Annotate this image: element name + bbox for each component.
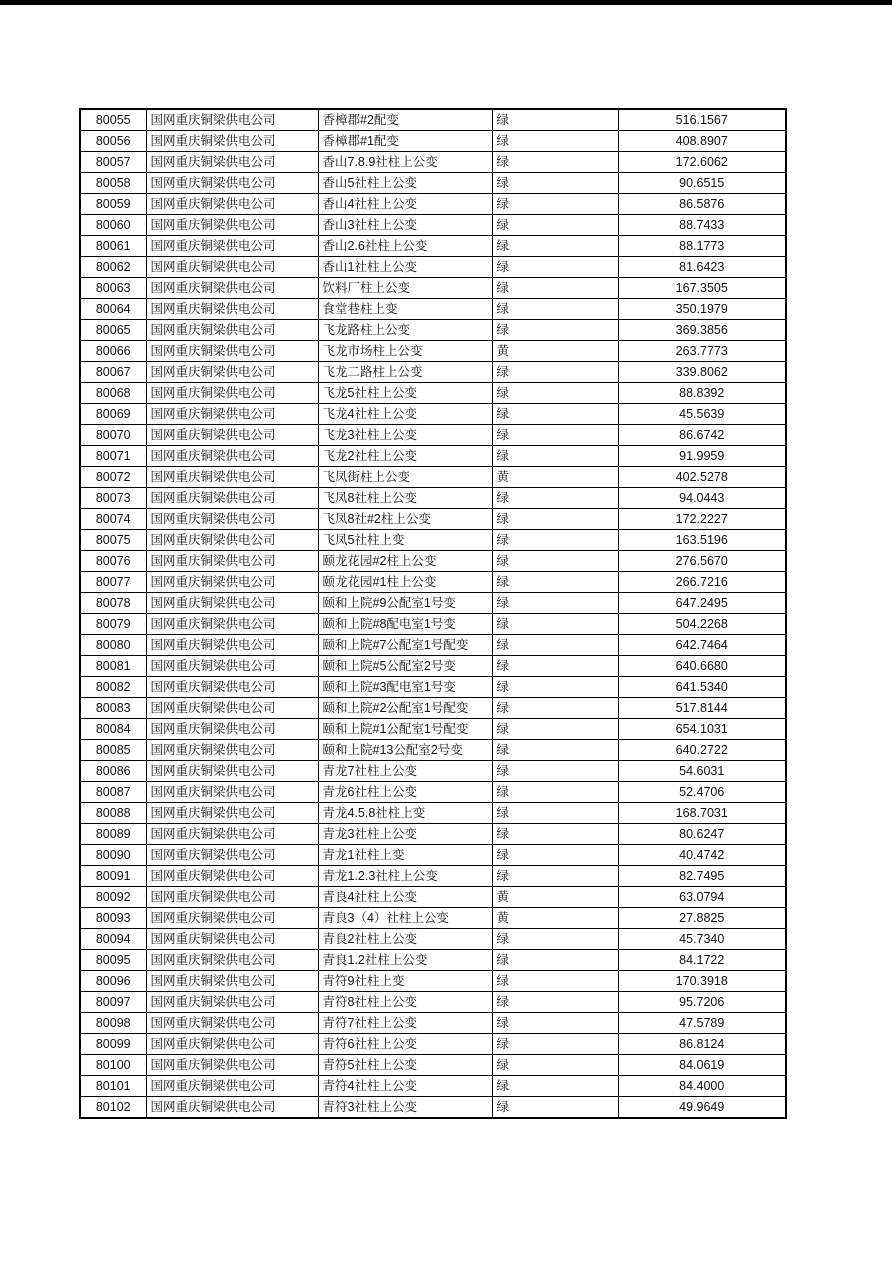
cell-status: 绿: [492, 719, 618, 740]
cell-name: 香山4社柱上公变: [318, 194, 492, 215]
cell-value: 516.1567: [618, 109, 786, 131]
table-row: [80, 908, 786, 929]
cell-name: 香樟郡#1配变: [318, 131, 492, 152]
cell-status: 绿: [492, 740, 618, 761]
cell-value: 350.1979: [618, 299, 786, 320]
page-top-border-bar: [0, 0, 892, 5]
cell-id: 80060: [80, 215, 146, 236]
cell-status: 绿: [492, 299, 618, 320]
cell-company: 国网重庆铜梁供电公司: [146, 362, 318, 383]
cell-company: 国网重庆铜梁供电公司: [146, 971, 318, 992]
cell-name: 青龙3社柱上公变: [318, 824, 492, 845]
cell-value: 642.7464: [618, 635, 786, 656]
cell-company: 国网重庆铜梁供电公司: [146, 656, 318, 677]
cell-status: 绿: [492, 656, 618, 677]
cell-status: 绿: [492, 131, 618, 152]
cell-name: 青良1.2社柱上公变: [318, 950, 492, 971]
cell-company: 国网重庆铜梁供电公司: [146, 425, 318, 446]
cell-id: 80055: [80, 109, 146, 131]
cell-id: 80056: [80, 131, 146, 152]
cell-value: 84.0619: [618, 1055, 786, 1076]
cell-company: 国网重庆铜梁供电公司: [146, 152, 318, 173]
cell-name: 青良4社柱上公变: [318, 887, 492, 908]
table-row: [80, 950, 786, 971]
cell-company: 国网重庆铜梁供电公司: [146, 908, 318, 929]
cell-status: 绿: [492, 1097, 618, 1119]
table-row: [80, 425, 786, 446]
table-row: [80, 131, 786, 152]
cell-status: 绿: [492, 1055, 618, 1076]
table-body: [80, 109, 786, 1118]
transformer-data-table: [79, 108, 787, 1119]
table-row: [80, 1055, 786, 1076]
cell-value: 63.0794: [618, 887, 786, 908]
cell-id: 80079: [80, 614, 146, 635]
cell-company: 国网重庆铜梁供电公司: [146, 635, 318, 656]
cell-value: 647.2495: [618, 593, 786, 614]
cell-status: 绿: [492, 845, 618, 866]
cell-id: 80057: [80, 152, 146, 173]
cell-status: 绿: [492, 866, 618, 887]
cell-company: 国网重庆铜梁供电公司: [146, 173, 318, 194]
cell-id: 80091: [80, 866, 146, 887]
cell-value: 369.3856: [618, 320, 786, 341]
cell-company: 国网重庆铜梁供电公司: [146, 866, 318, 887]
cell-id: 80071: [80, 446, 146, 467]
cell-name: 青良2社柱上公变: [318, 929, 492, 950]
cell-status: 绿: [492, 509, 618, 530]
cell-status: 绿: [492, 320, 618, 341]
cell-id: 80085: [80, 740, 146, 761]
cell-name: 香山1社柱上公变: [318, 257, 492, 278]
cell-id: 80086: [80, 761, 146, 782]
cell-status: 绿: [492, 593, 618, 614]
cell-company: 国网重庆铜梁供电公司: [146, 236, 318, 257]
cell-value: 88.1773: [618, 236, 786, 257]
cell-id: 80078: [80, 593, 146, 614]
cell-value: 40.4742: [618, 845, 786, 866]
table-row: [80, 1097, 786, 1119]
cell-company: 国网重庆铜梁供电公司: [146, 719, 318, 740]
cell-id: 80073: [80, 488, 146, 509]
cell-value: 654.1031: [618, 719, 786, 740]
cell-company: 国网重庆铜梁供电公司: [146, 467, 318, 488]
table-row: [80, 341, 786, 362]
cell-name: 颐龙花园#1柱上公变: [318, 572, 492, 593]
cell-id: 80090: [80, 845, 146, 866]
cell-company: 国网重庆铜梁供电公司: [146, 109, 318, 131]
cell-name: 飞龙2社柱上公变: [318, 446, 492, 467]
cell-company: 国网重庆铜梁供电公司: [146, 530, 318, 551]
table-row: [80, 551, 786, 572]
cell-company: 国网重庆铜梁供电公司: [146, 341, 318, 362]
cell-id: 80098: [80, 1013, 146, 1034]
cell-name: 飞凤8社柱上公变: [318, 488, 492, 509]
cell-value: 52.4706: [618, 782, 786, 803]
cell-name: 青符7社柱上公变: [318, 1013, 492, 1034]
cell-company: 国网重庆铜梁供电公司: [146, 257, 318, 278]
table-row: [80, 887, 786, 908]
cell-value: 81.6423: [618, 257, 786, 278]
cell-id: 80068: [80, 383, 146, 404]
table-row: [80, 803, 786, 824]
cell-company: 国网重庆铜梁供电公司: [146, 1034, 318, 1055]
table-row: [80, 109, 786, 131]
cell-name: 香山5社柱上公变: [318, 173, 492, 194]
cell-company: 国网重庆铜梁供电公司: [146, 614, 318, 635]
cell-company: 国网重庆铜梁供电公司: [146, 803, 318, 824]
cell-id: 80093: [80, 908, 146, 929]
cell-company: 国网重庆铜梁供电公司: [146, 1076, 318, 1097]
cell-value: 504.2268: [618, 614, 786, 635]
cell-id: 80101: [80, 1076, 146, 1097]
cell-company: 国网重庆铜梁供电公司: [146, 593, 318, 614]
table-row: [80, 698, 786, 719]
cell-name: 颐和上院#1公配室1号配变: [318, 719, 492, 740]
cell-name: 饮料厂柱上公变: [318, 278, 492, 299]
cell-value: 88.7433: [618, 215, 786, 236]
cell-company: 国网重庆铜梁供电公司: [146, 446, 318, 467]
cell-status: 绿: [492, 803, 618, 824]
cell-value: 82.7495: [618, 866, 786, 887]
table-row: [80, 719, 786, 740]
cell-company: 国网重庆铜梁供电公司: [146, 131, 318, 152]
cell-status: 绿: [492, 992, 618, 1013]
cell-status: 黄: [492, 887, 618, 908]
cell-status: 绿: [492, 677, 618, 698]
table-row: [80, 845, 786, 866]
table-row: [80, 1034, 786, 1055]
table-row: [80, 761, 786, 782]
table-row: [80, 236, 786, 257]
cell-status: 绿: [492, 824, 618, 845]
cell-id: 80089: [80, 824, 146, 845]
cell-name: 飞龙路柱上公变: [318, 320, 492, 341]
cell-value: 263.7773: [618, 341, 786, 362]
cell-name: 颐和上院#8配电室1号变: [318, 614, 492, 635]
cell-status: 绿: [492, 761, 618, 782]
cell-status: 绿: [492, 404, 618, 425]
cell-name: 青符3社柱上公变: [318, 1097, 492, 1119]
cell-name: 飞龙市场柱上公变: [318, 341, 492, 362]
table-row: [80, 782, 786, 803]
cell-name: 颐和上院#13公配室2号变: [318, 740, 492, 761]
cell-value: 95.7206: [618, 992, 786, 1013]
cell-id: 80074: [80, 509, 146, 530]
cell-id: 80092: [80, 887, 146, 908]
cell-value: 47.5789: [618, 1013, 786, 1034]
table-row: [80, 572, 786, 593]
cell-company: 国网重庆铜梁供电公司: [146, 488, 318, 509]
cell-name: 青符8社柱上公变: [318, 992, 492, 1013]
table-row: [80, 929, 786, 950]
cell-value: 640.6680: [618, 656, 786, 677]
cell-company: 国网重庆铜梁供电公司: [146, 404, 318, 425]
cell-value: 167.3505: [618, 278, 786, 299]
cell-name: 香山3社柱上公变: [318, 215, 492, 236]
cell-id: 80094: [80, 929, 146, 950]
cell-company: 国网重庆铜梁供电公司: [146, 278, 318, 299]
cell-status: 绿: [492, 236, 618, 257]
cell-status: 绿: [492, 782, 618, 803]
table-row: [80, 971, 786, 992]
cell-status: 绿: [492, 1076, 618, 1097]
cell-name: 香樟郡#2配变: [318, 109, 492, 131]
cell-status: 绿: [492, 425, 618, 446]
cell-id: 80083: [80, 698, 146, 719]
cell-value: 168.7031: [618, 803, 786, 824]
table-row: [80, 194, 786, 215]
cell-value: 45.7340: [618, 929, 786, 950]
cell-status: 绿: [492, 572, 618, 593]
cell-id: 80102: [80, 1097, 146, 1119]
cell-company: 国网重庆铜梁供电公司: [146, 950, 318, 971]
cell-value: 163.5196: [618, 530, 786, 551]
cell-status: 绿: [492, 152, 618, 173]
cell-value: 517.8144: [618, 698, 786, 719]
table-row: [80, 656, 786, 677]
table-row: [80, 866, 786, 887]
cell-company: 国网重庆铜梁供电公司: [146, 761, 318, 782]
cell-id: 80067: [80, 362, 146, 383]
cell-id: 80065: [80, 320, 146, 341]
table-row: [80, 677, 786, 698]
cell-id: 80081: [80, 656, 146, 677]
cell-name: 青龙7社柱上公变: [318, 761, 492, 782]
cell-status: 绿: [492, 362, 618, 383]
table-row: [80, 278, 786, 299]
table-row: [80, 299, 786, 320]
cell-name: 飞龙3社柱上公变: [318, 425, 492, 446]
cell-company: 国网重庆铜梁供电公司: [146, 1097, 318, 1119]
table-row: [80, 215, 786, 236]
cell-company: 国网重庆铜梁供电公司: [146, 551, 318, 572]
cell-company: 国网重庆铜梁供电公司: [146, 929, 318, 950]
cell-name: 香山2.6社柱上公变: [318, 236, 492, 257]
table-row: [80, 404, 786, 425]
cell-value: 27.8825: [618, 908, 786, 929]
cell-name: 飞凤街柱上公变: [318, 467, 492, 488]
cell-status: 绿: [492, 635, 618, 656]
cell-company: 国网重庆铜梁供电公司: [146, 194, 318, 215]
cell-company: 国网重庆铜梁供电公司: [146, 782, 318, 803]
cell-id: 80075: [80, 530, 146, 551]
cell-value: 266.7216: [618, 572, 786, 593]
cell-status: 绿: [492, 215, 618, 236]
cell-id: 80084: [80, 719, 146, 740]
table-row: [80, 1013, 786, 1034]
cell-value: 172.6062: [618, 152, 786, 173]
table-row: [80, 257, 786, 278]
table-row: [80, 992, 786, 1013]
cell-value: 80.6247: [618, 824, 786, 845]
cell-id: 80088: [80, 803, 146, 824]
cell-status: 绿: [492, 194, 618, 215]
cell-name: 颐和上院#9公配室1号变: [318, 593, 492, 614]
cell-id: 80066: [80, 341, 146, 362]
cell-status: 黄: [492, 908, 618, 929]
cell-id: 80072: [80, 467, 146, 488]
cell-name: 青符6社柱上公变: [318, 1034, 492, 1055]
cell-name: 飞龙二路柱上公变: [318, 362, 492, 383]
cell-value: 94.0443: [618, 488, 786, 509]
cell-status: 绿: [492, 488, 618, 509]
cell-value: 172.2227: [618, 509, 786, 530]
cell-status: 绿: [492, 929, 618, 950]
table-row: [80, 467, 786, 488]
table-row: [80, 173, 786, 194]
cell-value: 84.4000: [618, 1076, 786, 1097]
transformer-data-table-container: [79, 108, 787, 1119]
cell-company: 国网重庆铜梁供电公司: [146, 1013, 318, 1034]
cell-id: 80100: [80, 1055, 146, 1076]
cell-company: 国网重庆铜梁供电公司: [146, 698, 318, 719]
cell-name: 颐和上院#2公配室1号配变: [318, 698, 492, 719]
cell-id: 80080: [80, 635, 146, 656]
cell-value: 86.8124: [618, 1034, 786, 1055]
cell-company: 国网重庆铜梁供电公司: [146, 509, 318, 530]
cell-name: 飞凤8社#2柱上公变: [318, 509, 492, 530]
cell-status: 黄: [492, 467, 618, 488]
cell-value: 408.8907: [618, 131, 786, 152]
cell-name: 飞龙4社柱上公变: [318, 404, 492, 425]
cell-status: 黄: [492, 341, 618, 362]
cell-company: 国网重庆铜梁供电公司: [146, 887, 318, 908]
cell-company: 国网重庆铜梁供电公司: [146, 740, 318, 761]
cell-name: 香山7.8.9社柱上公变: [318, 152, 492, 173]
cell-company: 国网重庆铜梁供电公司: [146, 845, 318, 866]
cell-name: 青龙6社柱上公变: [318, 782, 492, 803]
cell-status: 绿: [492, 971, 618, 992]
cell-value: 276.5670: [618, 551, 786, 572]
cell-company: 国网重庆铜梁供电公司: [146, 677, 318, 698]
cell-name: 青龙1社柱上变: [318, 845, 492, 866]
cell-id: 80087: [80, 782, 146, 803]
cell-name: 食堂巷柱上变: [318, 299, 492, 320]
cell-id: 80064: [80, 299, 146, 320]
cell-status: 绿: [492, 530, 618, 551]
cell-status: 绿: [492, 446, 618, 467]
cell-status: 绿: [492, 1013, 618, 1034]
cell-id: 80062: [80, 257, 146, 278]
table-row: [80, 530, 786, 551]
cell-name: 飞龙5社柱上公变: [318, 383, 492, 404]
cell-name: 颐和上院#3配电室1号变: [318, 677, 492, 698]
cell-id: 80063: [80, 278, 146, 299]
table-row: [80, 593, 786, 614]
cell-id: 80077: [80, 572, 146, 593]
cell-company: 国网重庆铜梁供电公司: [146, 383, 318, 404]
cell-name: 颐龙花园#2柱上公变: [318, 551, 492, 572]
cell-value: 88.8392: [618, 383, 786, 404]
table-row: [80, 383, 786, 404]
cell-value: 45.5639: [618, 404, 786, 425]
cell-value: 49.9649: [618, 1097, 786, 1119]
cell-status: 绿: [492, 698, 618, 719]
cell-value: 91.9959: [618, 446, 786, 467]
cell-id: 80099: [80, 1034, 146, 1055]
cell-status: 绿: [492, 109, 618, 131]
cell-id: 80096: [80, 971, 146, 992]
cell-value: 90.6515: [618, 173, 786, 194]
cell-id: 80097: [80, 992, 146, 1013]
cell-value: 402.5278: [618, 467, 786, 488]
cell-status: 绿: [492, 551, 618, 572]
table-row: [80, 740, 786, 761]
cell-status: 绿: [492, 257, 618, 278]
cell-id: 80069: [80, 404, 146, 425]
cell-value: 54.6031: [618, 761, 786, 782]
table-row: [80, 509, 786, 530]
cell-value: 84.1722: [618, 950, 786, 971]
cell-id: 80095: [80, 950, 146, 971]
cell-value: 170.3918: [618, 971, 786, 992]
cell-status: 绿: [492, 950, 618, 971]
cell-company: 国网重庆铜梁供电公司: [146, 824, 318, 845]
cell-id: 80076: [80, 551, 146, 572]
cell-id: 80061: [80, 236, 146, 257]
cell-name: 青符4社柱上公变: [318, 1076, 492, 1097]
table-row: [80, 446, 786, 467]
cell-id: 80070: [80, 425, 146, 446]
cell-status: 绿: [492, 173, 618, 194]
cell-status: 绿: [492, 1034, 618, 1055]
table-row: [80, 824, 786, 845]
cell-name: 颐和上院#5公配室2号变: [318, 656, 492, 677]
cell-id: 80058: [80, 173, 146, 194]
cell-value: 86.6742: [618, 425, 786, 446]
table-row: [80, 488, 786, 509]
cell-id: 80059: [80, 194, 146, 215]
cell-name: 青龙1.2.3社柱上公变: [318, 866, 492, 887]
cell-value: 339.8062: [618, 362, 786, 383]
cell-id: 80082: [80, 677, 146, 698]
cell-name: 青良3（4）社柱上公变: [318, 908, 492, 929]
table-row: [80, 635, 786, 656]
cell-name: 青符9社柱上变: [318, 971, 492, 992]
cell-company: 国网重庆铜梁供电公司: [146, 992, 318, 1013]
cell-company: 国网重庆铜梁供电公司: [146, 320, 318, 341]
table-row: [80, 614, 786, 635]
table-row: [80, 1076, 786, 1097]
table-row: [80, 362, 786, 383]
table-row: [80, 152, 786, 173]
cell-value: 641.5340: [618, 677, 786, 698]
cell-name: 青符5社柱上公变: [318, 1055, 492, 1076]
cell-status: 绿: [492, 614, 618, 635]
cell-value: 86.5876: [618, 194, 786, 215]
table-row: [80, 320, 786, 341]
cell-company: 国网重庆铜梁供电公司: [146, 572, 318, 593]
cell-status: 绿: [492, 278, 618, 299]
cell-company: 国网重庆铜梁供电公司: [146, 215, 318, 236]
cell-name: 飞凤5社柱上变: [318, 530, 492, 551]
cell-value: 640.2722: [618, 740, 786, 761]
cell-company: 国网重庆铜梁供电公司: [146, 299, 318, 320]
cell-name: 青龙4.5.8社柱上变: [318, 803, 492, 824]
cell-status: 绿: [492, 383, 618, 404]
cell-name: 颐和上院#7公配室1号配变: [318, 635, 492, 656]
cell-company: 国网重庆铜梁供电公司: [146, 1055, 318, 1076]
